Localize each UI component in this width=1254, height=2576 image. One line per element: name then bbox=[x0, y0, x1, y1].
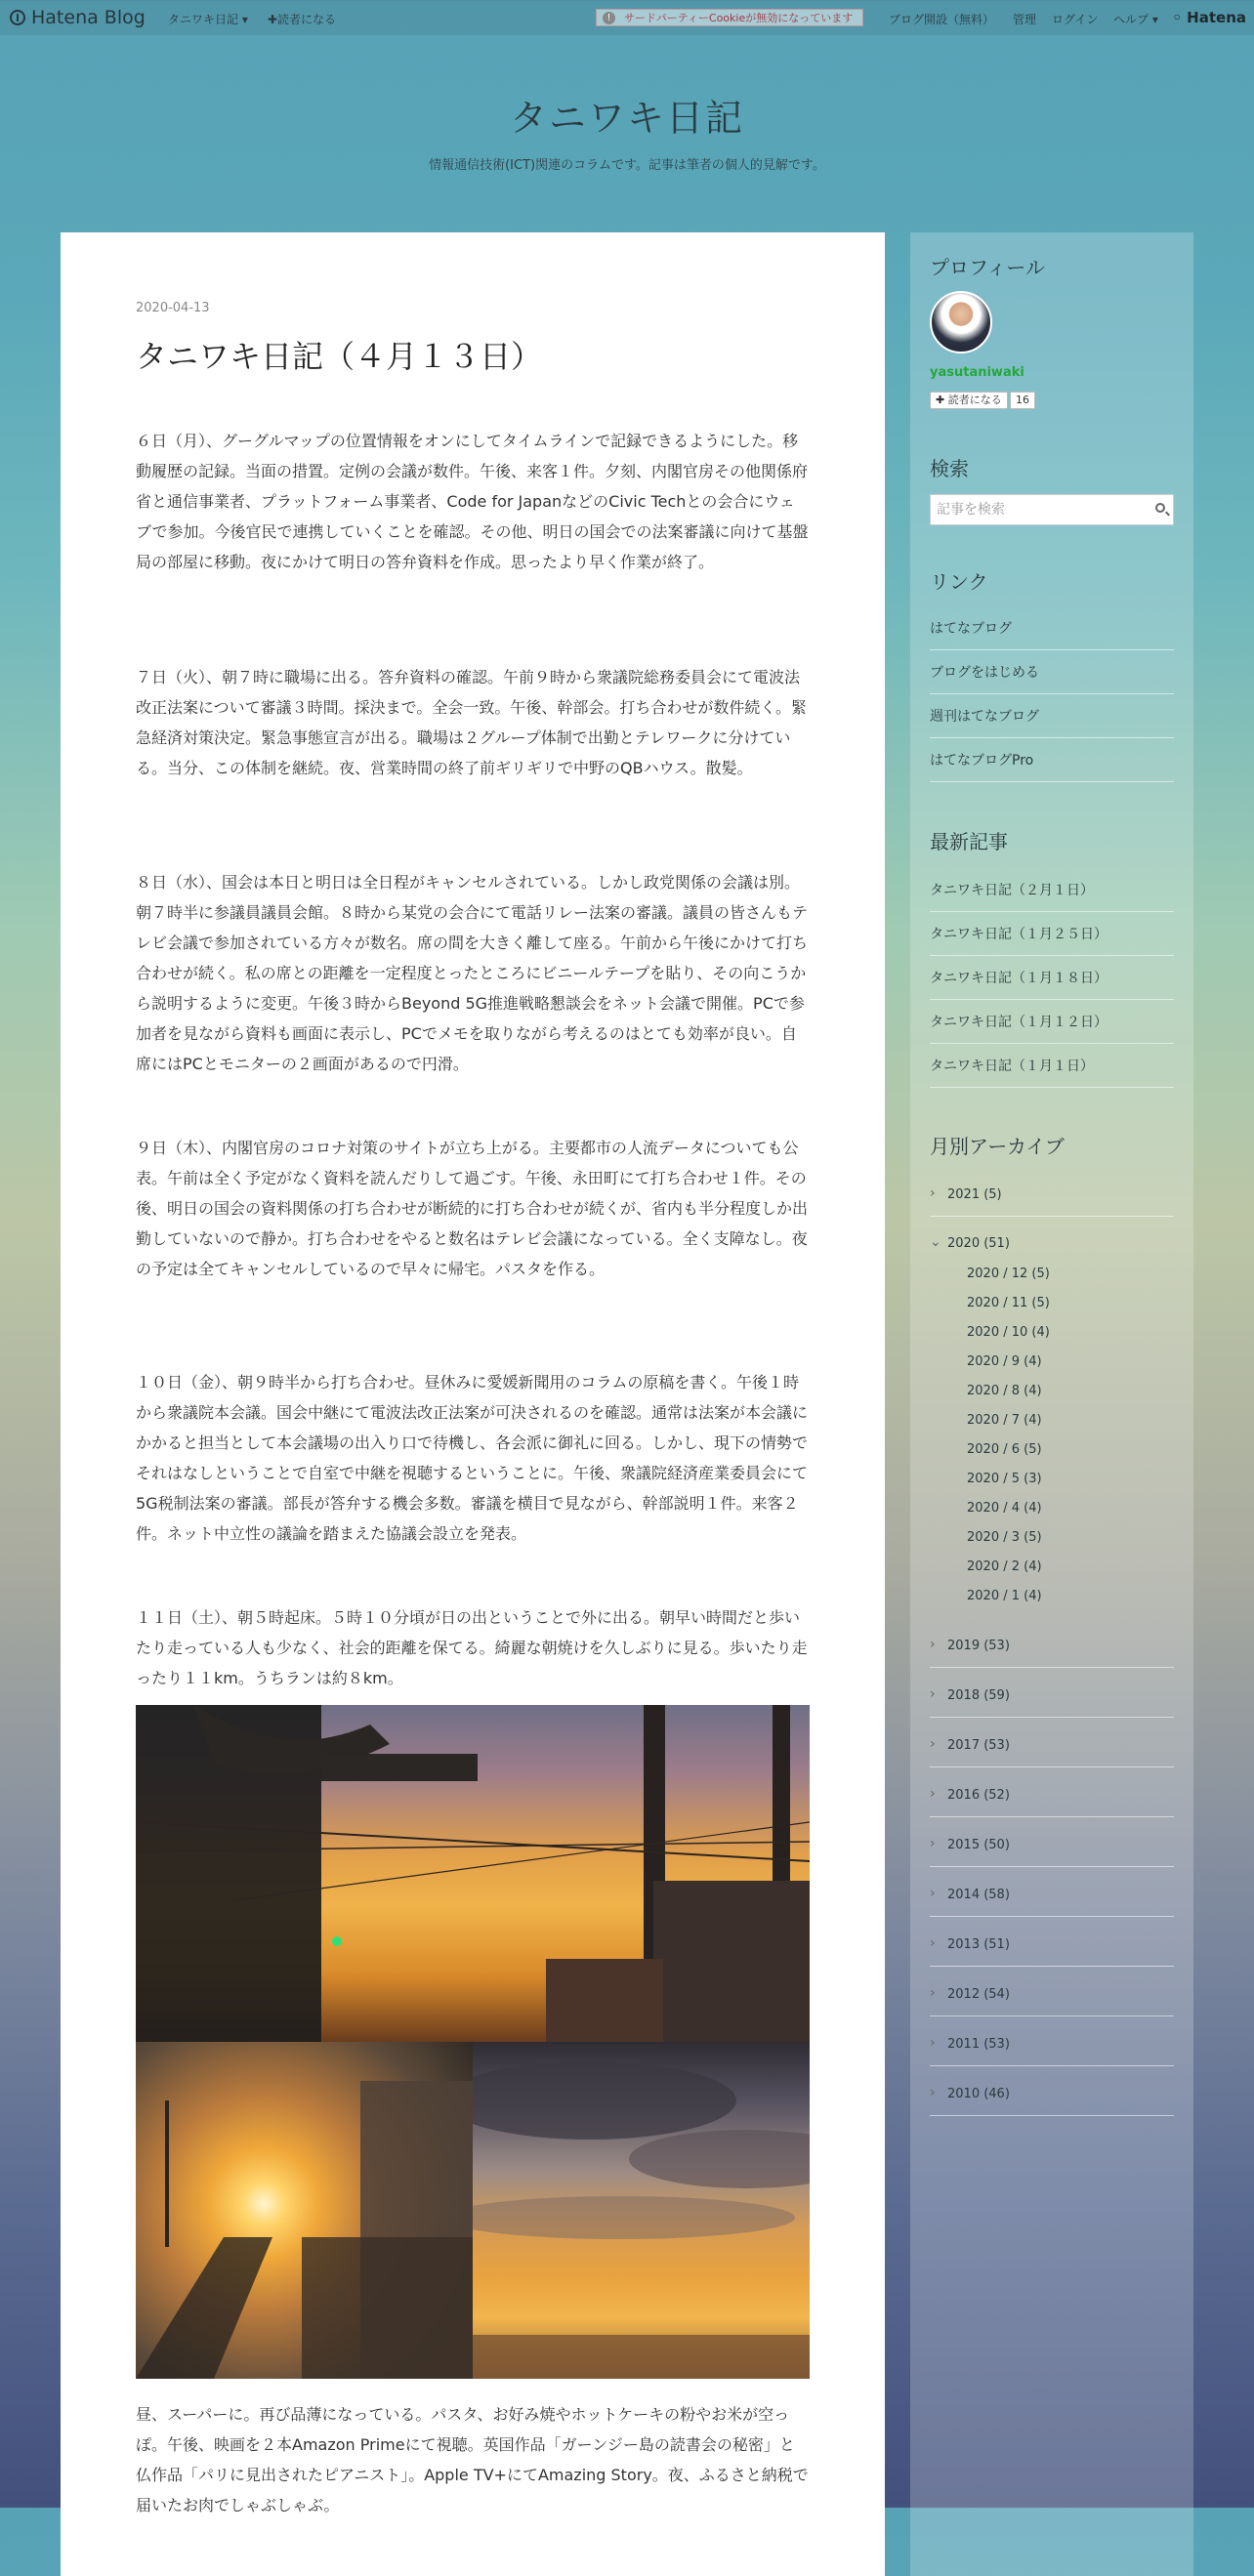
profile-username[interactable]: yasutaniwaki bbox=[930, 365, 1024, 380]
recent-entry[interactable]: タニワキ日記（２月１日） bbox=[930, 880, 1174, 912]
archive-year[interactable] bbox=[930, 1738, 1174, 1767]
archive-year-label: 2013 (51) bbox=[947, 1937, 1010, 1952]
sidebar-link[interactable]: はてなブログPro bbox=[930, 750, 1174, 782]
archive-year-label: 2018 (59) bbox=[947, 1688, 1010, 1703]
chevron-right-icon: › bbox=[930, 1185, 936, 1201]
follower-count[interactable]: 16 bbox=[1010, 392, 1035, 409]
search-icon[interactable] bbox=[1155, 503, 1165, 513]
archive-year[interactable] bbox=[930, 2087, 1174, 2116]
hatena-mark-icon: ◦ bbox=[1172, 9, 1188, 26]
archive-month[interactable]: 2020 / 1 (4) bbox=[967, 1589, 1042, 1603]
post-paragraph: １０日（金）、朝９時半から打ち合わせ。昼休みに愛媛新聞用のコラムの原稿を書く。午後１時から衆議院本会議。国会中継にて電波法改正法案が可決されるのを確認。通常は法案が本会議にかかると担当として本会議場の出入り口で待機し、各会派に御礼に回る。しかし、現下の情勢でそれはなしということで自室で中継を視聴するということに。午後、衆議院経済産業委員会にて5G税制法案の審議。部長が答弁する機会多数。審議を横目で見ながら、幹部説明１件。来客２件。ネット中立性の議論を踏まえた協議会設立を発表。 bbox=[136, 1373, 809, 1543]
photo-street-scene bbox=[136, 1705, 810, 2042]
archive-month[interactable]: 2020 / 11 (5) bbox=[967, 1296, 1050, 1310]
archive-heading: 月別アーカイブ bbox=[930, 1135, 1065, 1158]
open-blog-link[interactable]: ブログ開設（無料） bbox=[889, 13, 995, 26]
archive-year-label: 2010 (46) bbox=[947, 2087, 1010, 2101]
chevron-right-icon: › bbox=[930, 2035, 936, 2051]
sunrise-photo-canal[interactable] bbox=[136, 2042, 473, 2379]
cookie-notice[interactable] bbox=[596, 9, 863, 26]
post-paragraph: ６日（月）、グーグルマップの位置情報をオンにしてタイムラインで記録できるようにした。移動履歴の記録。当面の措置。定例の会議が数件。午後、来客１件。夕刻、内閣官房その他関係府省と通信事業者、プラットフォーム事業者、Code for JapanなどのCivic Techとの会合にウェブで参加。今後官民で連携していくことを確認。その他、明日の国会での法案審議に向けて基盤局の部屋に移動。夜にかけて明日の答弁資料を作成。思ったより早く作業が終了。 bbox=[136, 432, 809, 571]
archive-year-label: 2012 (54) bbox=[947, 1987, 1010, 2002]
archive-year-label: 2019 (53) bbox=[947, 1639, 1010, 1653]
archive-month[interactable]: 2020 / 2 (4) bbox=[967, 1559, 1042, 1574]
chevron-right-icon: › bbox=[930, 1637, 936, 1652]
sidebar bbox=[910, 232, 1193, 2576]
archive-year[interactable] bbox=[930, 1987, 1174, 2016]
help-menu[interactable]: ヘルプ ▾ bbox=[1113, 13, 1158, 26]
blog-description: 情報通信技術(ICT)関連のコラムです。記事は筆者の個人的見解です。 bbox=[429, 158, 825, 173]
archive-year[interactable] bbox=[930, 2037, 1174, 2066]
search-placeholder: 記事を検索 bbox=[937, 502, 1005, 518]
recent-entry[interactable]: タニワキ日記（１月１２日） bbox=[930, 1012, 1174, 1044]
follow-button[interactable]: ✚ 読者になる bbox=[930, 392, 1008, 409]
archive-year[interactable] bbox=[930, 1187, 1174, 1217]
post-paragraph: １１日（土）、朝５時起床。５時１０分頃が日の出ということで外に出る。朝早い時間だと歩いたり走っている人も少なく、社会的距離を保てる。綺麗な朝焼けを久しぶりに見る。歩いたり走ったり１１km。うちランは約８km。 bbox=[136, 1608, 808, 1687]
chevron-down-icon: ⌄ bbox=[930, 1234, 941, 1250]
sidebar-link[interactable]: 週刊はてなブログ bbox=[930, 706, 1174, 738]
archive-year[interactable] bbox=[930, 1888, 1174, 1917]
archive-year[interactable] bbox=[930, 1838, 1174, 1867]
archive-year-label: 2017 (53) bbox=[947, 1738, 1010, 1753]
chevron-right-icon: › bbox=[930, 1736, 936, 1752]
archive-year-label: 2014 (58) bbox=[947, 1888, 1010, 1902]
archive-month[interactable]: 2020 / 9 (4) bbox=[967, 1354, 1042, 1369]
logo-text: Hatena Blog bbox=[31, 7, 146, 28]
archive-month[interactable]: 2020 / 10 (4) bbox=[967, 1325, 1050, 1340]
photo-canal-scene bbox=[136, 2042, 473, 2379]
archive-year-expanded[interactable] bbox=[930, 1236, 1174, 1265]
cookie-notice-text: サードパーティーCookieが無効になっています bbox=[624, 12, 854, 24]
global-header bbox=[0, 0, 1254, 35]
links-heading: リンク bbox=[930, 570, 988, 594]
hatena-logo-icon bbox=[10, 10, 25, 25]
chevron-right-icon: › bbox=[930, 1935, 936, 1951]
post-paragraph: ８日（水）、国会は本日と明日は全日程がキャンセルされている。しかし政党関係の会議は別。朝７時半に参議員議員会館。８時から某党の会合にて電話リレー法案の審議。議員の皆さんもテレビ会議で参加されている方々が数名。席の間を大きく離して座る。午前から午後にかけて打ち合わせが続く。私の席との距離を一定程度とったところにビニールテープを貼り、その向こうから説明するように変更。午後３時からBeyond 5G推進戦略懇談会をネット会議で開催。PCで参加者を見ながら資料も画面に表示し、PCでメモを取りながら考えるのはとても効率が良い。自席にはPCとモニターの２画面があるので円滑。 bbox=[136, 873, 809, 1073]
photo-clouds-scene bbox=[473, 2042, 810, 2379]
archive-month[interactable]: 2020 / 5 (3) bbox=[967, 1472, 1042, 1486]
chevron-right-icon: › bbox=[930, 1985, 936, 2001]
sunrise-photo-street[interactable] bbox=[136, 1705, 810, 2042]
post-title[interactable]: タニワキ日記（４月１３日） bbox=[136, 338, 543, 375]
main-content bbox=[61, 232, 885, 2576]
hatena-link[interactable] bbox=[1172, 9, 1246, 26]
archive-year-label: 2011 (53) bbox=[947, 2037, 1010, 2052]
archive-month[interactable]: 2020 / 4 (4) bbox=[967, 1501, 1042, 1516]
blog-menu[interactable]: タニワキ日記 ▾ bbox=[168, 13, 248, 26]
chevron-right-icon: › bbox=[930, 1836, 936, 1851]
avatar[interactable] bbox=[930, 291, 992, 353]
archive-month[interactable]: 2020 / 7 (4) bbox=[967, 1413, 1042, 1428]
post-paragraph: ７日（火）、朝７時に職場に出る。答弁資料の確認。午前９時から衆議院総務委員会にて電波法改正法案について審議３時間。採決まで。全会一致。午後、幹部会。打ち合わせが数件続く。緊急経済対策決定。緊急事態宣言が出る。職場は２グループ体制で出勤とテレワークに分けている。当分、この体制を継続。夜、営業時間の終了前ギリギリで中野のQBハウス。散髪。 bbox=[136, 668, 808, 777]
archive-month[interactable]: 2020 / 12 (5) bbox=[967, 1267, 1050, 1281]
archive-year-label: 2021 (5) bbox=[947, 1187, 1002, 1202]
hatena-link-text: Hatena bbox=[1187, 9, 1246, 26]
archive-year-label: 2016 (52) bbox=[947, 1788, 1010, 1803]
profile-heading: プロフィール bbox=[930, 256, 1045, 279]
chevron-right-icon: › bbox=[930, 2085, 936, 2100]
recent-heading: 最新記事 bbox=[930, 830, 1008, 853]
chevron-right-icon: › bbox=[930, 1886, 936, 1901]
post-date[interactable]: 2020-04-13 bbox=[136, 301, 210, 315]
archive-month[interactable]: 2020 / 8 (4) bbox=[967, 1384, 1042, 1398]
archive-year[interactable] bbox=[930, 1688, 1174, 1718]
archive-year[interactable] bbox=[930, 1788, 1174, 1817]
hatena-blog-logo[interactable] bbox=[10, 7, 146, 28]
search-heading: 検索 bbox=[930, 457, 969, 480]
archive-month[interactable]: 2020 / 3 (5) bbox=[967, 1530, 1042, 1545]
admin-link[interactable]: 管理 bbox=[1013, 13, 1037, 26]
blog-title[interactable]: タニワキ日記 bbox=[509, 97, 744, 140]
archive-year[interactable] bbox=[930, 1639, 1174, 1668]
login-link[interactable]: ログイン bbox=[1052, 13, 1099, 26]
search-input[interactable] bbox=[930, 494, 1174, 525]
archive-month[interactable]: 2020 / 6 (5) bbox=[967, 1442, 1042, 1457]
archive-year[interactable] bbox=[930, 1937, 1174, 1967]
sidebar-link[interactable]: はてなブログ bbox=[930, 618, 1174, 650]
post-paragraph: ９日（木）、内閣官房のコロナ対策のサイトが立ち上がる。主要都市の人流データについても公表。午前は全く予定がなく資料を読んだりして過ごす。午後、永田町にて打ち合わせ１件。その後、明日の国会の資料関係の打ち合わせが断続的に打ち合わせが続くが、省内も半分程度しか出勤していないので静か。打ち合わせをやると数名はテレビ会議になっている。全く支障なし。夜の予定は全てキャンセルしているので早々に帰宅。パスタを作る。 bbox=[136, 1139, 809, 1278]
warning-icon: ! bbox=[603, 12, 615, 24]
archive-year-label: 2015 (50) bbox=[947, 1838, 1010, 1852]
chevron-right-icon: › bbox=[930, 1786, 936, 1802]
sunrise-photo-clouds[interactable] bbox=[473, 2042, 810, 2379]
sidebar-link[interactable]: ブログをはじめる bbox=[930, 662, 1174, 694]
recent-entry[interactable]: タニワキ日記（１月１日） bbox=[930, 1056, 1174, 1088]
subscribe-link[interactable]: ✚読者になる bbox=[268, 13, 337, 26]
post-paragraph: 昼、スーパーに。再び品薄になっている。パスタ、お好み焼やホットケーキの粉やお米が空っぽ。午後、映画を２本Amazon Primeにて視聴。英国作品「ガーンジー島の読書会の秘密」と仏作品「パリに見出されたピアニスト」。Apple TV+にてAmazing Story。夜、ふるさと納税で届いたお肉でしゃぶしゃぶ。 bbox=[136, 2405, 809, 2514]
chevron-right-icon: › bbox=[930, 1686, 936, 1702]
recent-entry[interactable]: タニワキ日記（１月１８日） bbox=[930, 968, 1174, 1000]
recent-entry[interactable]: タニワキ日記（１月２５日） bbox=[930, 924, 1174, 956]
archive-year-label: 2020 (51) bbox=[947, 1236, 1010, 1251]
